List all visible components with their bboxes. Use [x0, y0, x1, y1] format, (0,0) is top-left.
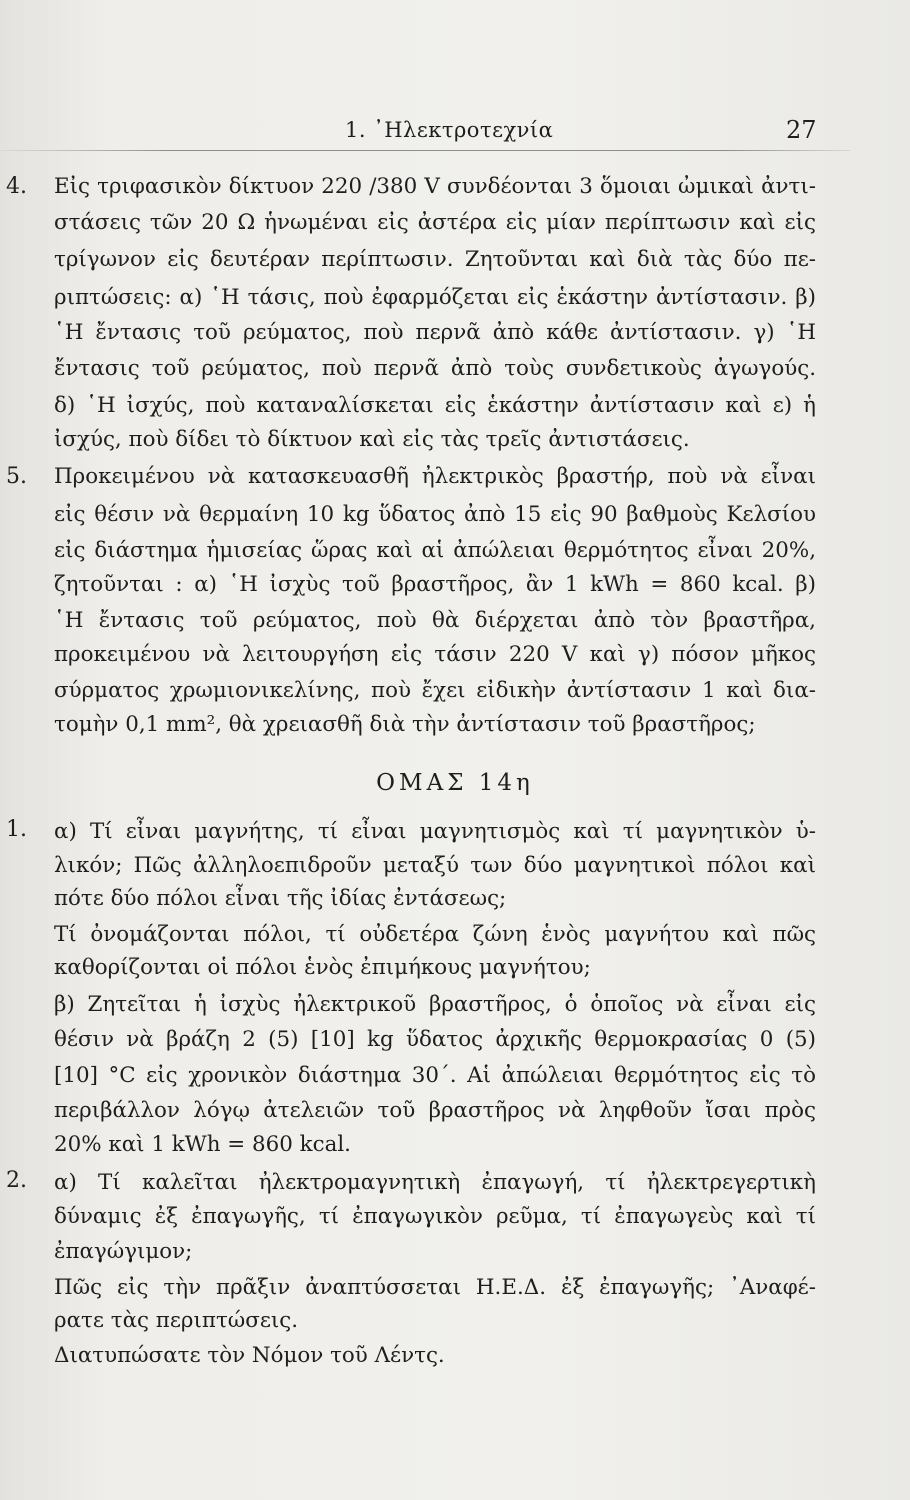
text-line: ριπτώσεις: α) ῾Η τάσις, ποὺ ἐφαρμόζεται εἰς ἑκάστην ἀντίστασιν. β)	[54, 285, 816, 310]
text-line: τρίγωνον εἰς δευτέραν περίπτωσιν. Ζητοῦνται καὶ διὰ τὰς δύο πε-	[54, 247, 816, 272]
text-line: ῾Η ἔντασις τοῦ ρεύματος, ποὺ θὰ διέρχεται ἀπὸ τὸν βραστῆρα,	[54, 608, 816, 633]
text-line: τομὴν 0,1 mm², θὰ χρειασθῆ διὰ τὴν ἀντίστασιν τοῦ βραστῆρος;	[54, 712, 756, 737]
text-line: Εἰς τριφασικὸν δίκτυον 220 /380 V συνδέονται 3 ὅμοιαι ὠμικαὶ ἀντι-	[54, 174, 816, 199]
text-line: περιβάλλον λόγῳ ἀτελειῶν τοῦ βραστῆρος νὰ ληφθοῦν ἴσαι πρὸς	[54, 1098, 816, 1123]
text-line: θέσιν νὰ βράζη 2 (5) [10] kg ὕδατος ἀρχικῆς θερμοκρασίας 0 (5)	[54, 1027, 816, 1052]
text-line: δύναμις ἐξ ἐπαγωγῆς, τί ἐπαγωγικὸν ρεῦμα, τί ἐπαγωγεὺς καὶ τί	[54, 1204, 816, 1229]
text-line: ἰσχύς, ποὺ δίδει τὸ δίκτυον καὶ εἰς τὰς τρεῖς ἀντιστάσεις.	[54, 427, 690, 452]
text-line: ἐπαγώγιμον;	[54, 1239, 193, 1264]
running-head: 1. ᾿Ηλεκτροτεχνία	[345, 118, 554, 142]
text-line: Διατυπώσατε τὸν Νόμον τοῦ Λέντς.	[54, 1343, 445, 1368]
text-line: 20% καὶ 1 kWh = 860 kcal.	[54, 1132, 351, 1157]
text-line: β) Ζητεῖται ἡ ἰσχὺς ἠλεκτρικοῦ βραστῆρος, ὁ ὁποῖος νὰ εἶναι εἰς	[54, 992, 816, 1017]
text-line: Τί ὀνομάζονται πόλοι, τί οὐδετέρα ζώνη ἑνὸς μαγνήτου καὶ πῶς	[54, 922, 816, 947]
text-line: ζητοῦνται : α) ῾Η ἰσχὺς τοῦ βραστῆρος, ἂν 1 kWh = 860 kcal. β)	[54, 572, 816, 597]
text-line: καθορίζονται οἱ πόλοι ἑνὸς ἐπιμήκους μαγνήτου;	[54, 955, 591, 980]
header-rule	[0, 150, 850, 151]
question-number: 1.	[6, 817, 27, 842]
text-line: πότε δύο πόλοι εἶναι τῆς ἰδίας ἐντάσεως;	[54, 886, 507, 911]
text-line: σύρματος χρωμιονικελίνης, ποὺ ἔχει εἰδικὴν ἀντίστασιν 1 καὶ δια-	[54, 678, 816, 703]
text-line: εἰς διάστημα ἡμισείας ὥρας καὶ αἱ ἀπώλειαι θερμότητος εἶναι 20%,	[54, 538, 816, 563]
text-line: ἔντασις τοῦ ρεύματος, ποὺ περνᾶ ἀπὸ τοὺς συνδετικοὺς ἀγωγούς.	[54, 356, 816, 381]
text-line: εἰς θέσιν νὰ θερμαίνη 10 kg ὕδατος ἀπὸ 15 εἰς 90 βαθμοὺς Κελσίου	[54, 502, 816, 527]
question-number: 2.	[6, 1168, 27, 1193]
text-line: ρατε τὰς περιπτώσεις.	[54, 1308, 299, 1333]
page-number: 27	[786, 116, 817, 144]
text-line: Προκειμένου νὰ κατασκευασθῆ ἠλεκτρικὸς βραστήρ, ποὺ νὰ εἶναι	[54, 464, 816, 489]
text-line: στάσεις τῶν 20 Ω ἡνωμέναι εἰς ἀστέρα εἰς μίαν περίπτωσιν καὶ εἰς	[54, 210, 816, 235]
text-line: α) Τί εἶναι μαγνήτης, τί εἶναι μαγνητισμὸς καὶ τί μαγνητικὸν ὑ-	[54, 819, 816, 844]
text-line: ῾Η ἔντασις τοῦ ρεύματος, ποὺ περνᾶ ἀπὸ κάθε ἀντίστασιν. γ) ῾Η	[54, 320, 816, 345]
text-line: Πῶς εἰς τὴν πρᾶξιν ἀναπτύσσεται Η.Ε.Δ. ἐξ ἐπαγωγῆς; ᾿Αναφέ-	[54, 1275, 816, 1300]
text-line: [10] °C εἰς χρονικὸν διάστημα 30΄. Αἱ ἀπώλειαι θερμότητος εἰς τὸ	[54, 1063, 816, 1088]
problem-number: 5.	[6, 464, 27, 489]
problem-number: 4.	[6, 174, 27, 199]
text-line: λικόν; Πῶς ἀλληλοεπιδροῦν μεταξύ των δύο μαγνητικοὶ πόλοι καὶ	[54, 853, 816, 878]
text-line: προκειμένου νὰ λειτουργήση εἰς τάσιν 220 V καὶ γ) πόσον μῆκος	[54, 642, 816, 667]
section-heading: ΟΜΑΣ 14η	[376, 770, 534, 796]
text-line: δ) ῾Η ἰσχύς, ποὺ καταναλίσκεται εἰς ἑκάστην ἀντίστασιν καὶ ε) ἡ	[54, 393, 816, 418]
text-line: α) Τί καλεῖται ἠλεκτρομαγνητικὴ ἐπαγωγή, τί ἠλεκτρεγερτικὴ	[54, 1170, 816, 1195]
